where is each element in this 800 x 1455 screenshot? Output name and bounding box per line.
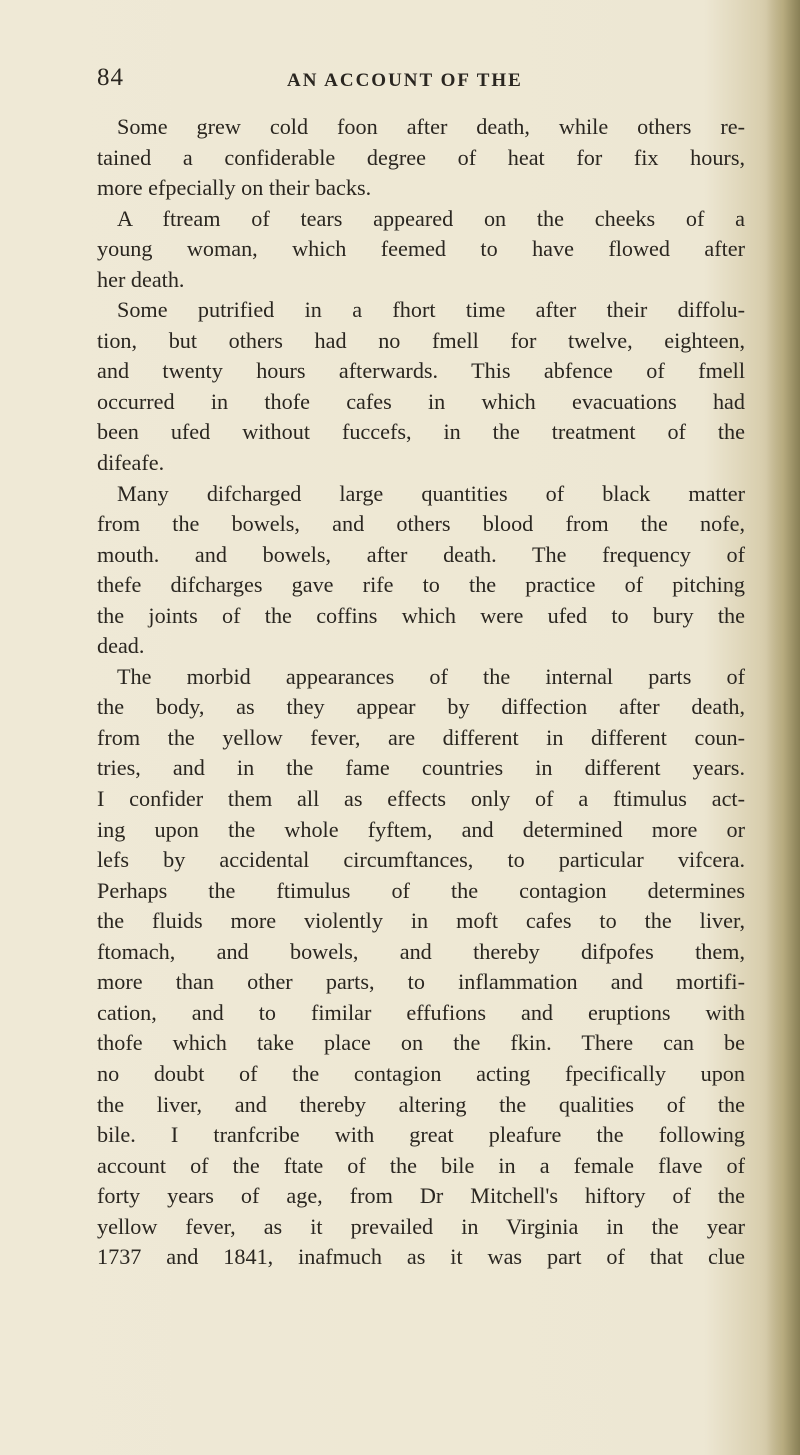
text-line: her death. [97,266,185,292]
text-line: young woman, which feemed to have flowed after [97,236,745,262]
text-line: from the yellow fever, are different in different coun- [97,724,745,750]
text-line: A ftream of tears appeared on the cheeks of a [117,205,745,231]
text-line: the liver, and thereby altering the qualities of the [97,1091,745,1117]
text-line: more than other parts, to inflammation and mortifi- [97,969,745,995]
text-line: account of the ftate of the bile in a female flave of [97,1152,745,1178]
text-line: occurred in thofe cafes in which evacuations had [97,388,745,414]
text-line: ftomach, and bowels, and thereby difpofes them, [97,938,745,964]
text-line: 1737 and 1841, inafmuch as it was part of that clue [97,1244,745,1270]
body-text [97,112,745,1273]
text-line: tained a confiderable degree of heat for fix hours, [97,144,745,170]
running-head: AN ACCOUNT OF THE [287,70,523,91]
text-line: tion, but others had no fmell for twelve, eighteen, [97,327,745,353]
text-line: the joints of the coffins which were ufed to bury the [97,602,745,628]
text-line: difeafe. [97,450,165,476]
text-line: Many difcharged large quantities of black matter [117,480,745,506]
text-line: the body, as they appear by diffection after death, [97,694,745,720]
text-line: forty years of age, from Dr Mitchell's hiftory of the [97,1183,745,1209]
text-line: Perhaps the ftimulus of the contagion determines [97,877,745,903]
text-line: tries, and in the fame countries in different years. [97,755,745,781]
text-line: and twenty hours afterwards. This abfence of fmell [97,358,745,384]
text-line: more efpecially on their backs. [97,175,372,201]
text-line: from the bowels, and others blood from the nofe, [97,511,745,537]
text-line: yellow fever, as it prevailed in Virginia in the year [97,1213,745,1239]
text-line: thefe difcharges gave rife to the practice of pitching [97,572,745,598]
text-line: no doubt of the contagion acting fpecifically upon [97,1060,745,1086]
page-number: 84 [97,64,124,91]
text-line: I confider them all as effects only of a ftimulus act- [97,786,745,812]
text-line: mouth. and bowels, after death. The frequency of [97,541,745,567]
text-line: ing upon the whole fyftem, and determined more or [97,816,745,842]
text-line: thofe which take place on the fkin. There can be [97,1030,745,1056]
text-line: been ufed without fuccefs, in the treatment of the [97,419,745,445]
text-line: dead. [97,633,145,659]
page-header [97,56,747,96]
text-line: The morbid appearances of the internal parts of [117,663,745,689]
text-line: Some grew cold foon after death, while others re- [117,114,745,139]
text-line: Some putrified in a fhort time after their diffolu- [117,297,745,323]
text-line: the fluids more violently in moft cafes to the liver, [97,908,745,934]
text-line: cation, and to fimilar effufions and eruptions with [97,999,745,1025]
text-line: bile. I tranfcribe with great pleafure the following [97,1122,745,1148]
text-line: lefs by accidental circumftances, to particular vifcera. [97,847,745,873]
page-edge-shadow [766,0,800,1455]
